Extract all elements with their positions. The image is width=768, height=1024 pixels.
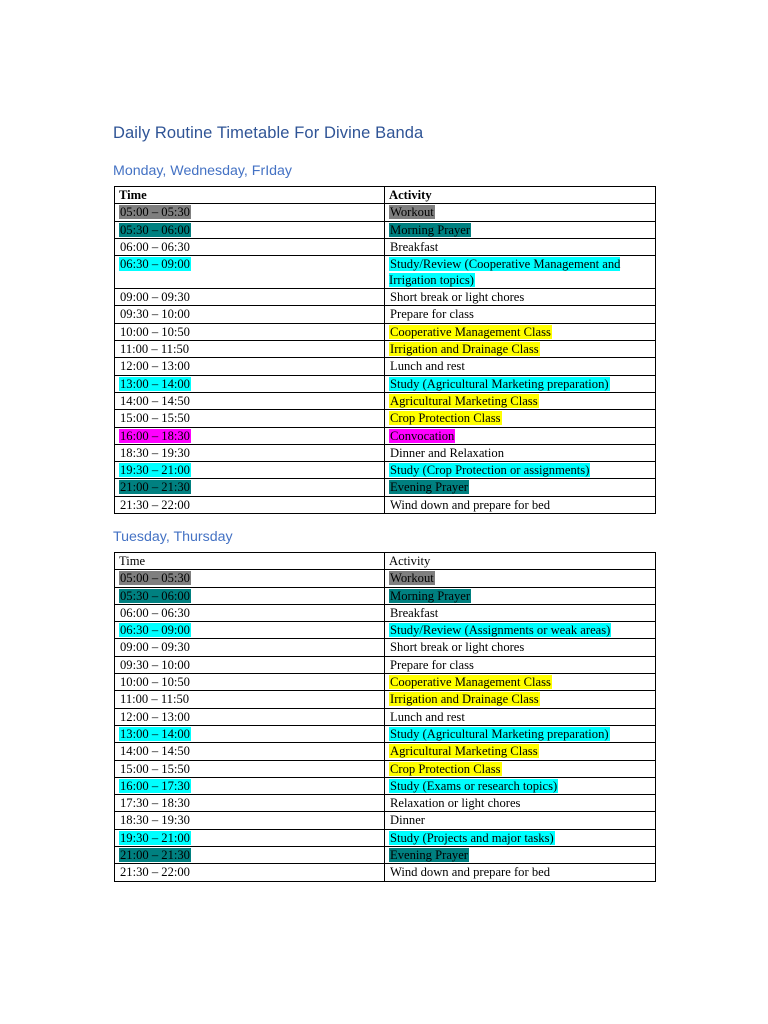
activity-cell [385, 760, 656, 777]
table-row [115, 864, 656, 881]
time-cell-text: 16:00 – 18:30 [120, 428, 190, 443]
time-cell-text: 09:00 – 09:30 [120, 640, 190, 655]
time-cell-text: 10:00 – 10:50 [120, 324, 190, 339]
activity-cell [385, 204, 656, 221]
time-cell [115, 375, 385, 392]
time-cell-text: 21:30 – 22:00 [120, 497, 190, 512]
activity-cell [385, 444, 656, 461]
time-cell-text: 05:00 – 05:30 [120, 571, 190, 586]
time-column-header: Time [115, 553, 385, 570]
activity-cell [385, 587, 656, 604]
activity-cell-text: Breakfast [390, 605, 439, 620]
time-cell-text: 11:00 – 11:50 [120, 692, 190, 707]
activity-cell [385, 743, 656, 760]
activity-cell [385, 289, 656, 306]
activity-cell-text: Cooperative Management Class [390, 324, 551, 339]
activity-cell [385, 777, 656, 794]
activity-cell-text: Study/Review (Assignments or weak areas) [390, 623, 611, 638]
time-cell [115, 410, 385, 427]
table-row [115, 587, 656, 604]
activity-cell [385, 256, 656, 289]
activity-cell-text: Morning Prayer [390, 222, 471, 237]
activity-cell [385, 656, 656, 673]
activity-cell [385, 392, 656, 409]
activity-cell [385, 462, 656, 479]
time-cell [115, 656, 385, 673]
table-row [115, 341, 656, 358]
table-header-row [115, 553, 656, 570]
time-cell-text: 16:00 – 17:30 [120, 778, 190, 793]
table-header-row [115, 187, 656, 204]
time-cell-text: 11:00 – 11:50 [120, 342, 190, 357]
time-cell-text: 13:00 – 14:00 [120, 376, 190, 391]
timetable-tue-thu [114, 552, 656, 882]
time-cell-text: 06:30 – 09:00 [120, 257, 190, 272]
table-row [115, 462, 656, 479]
time-cell-text: 05:30 – 06:00 [120, 222, 190, 237]
table-row [115, 306, 656, 323]
time-cell [115, 323, 385, 340]
activity-cell [385, 829, 656, 846]
time-cell-text: 09:30 – 10:00 [120, 307, 190, 322]
activity-cell [385, 238, 656, 255]
activity-cell-text: Cooperative Management Class [390, 675, 551, 690]
time-cell-text: 09:30 – 10:00 [120, 657, 190, 672]
time-cell [115, 427, 385, 444]
table-row [115, 795, 656, 812]
time-cell [115, 221, 385, 238]
time-cell [115, 289, 385, 306]
time-cell [115, 639, 385, 656]
activity-cell [385, 479, 656, 496]
time-cell-text: 18:30 – 19:30 [120, 813, 190, 828]
time-column-header: Time [115, 187, 385, 204]
activity-cell-text: Agricultural Marketing Class [390, 744, 538, 759]
time-cell-text: 15:00 – 15:50 [120, 761, 190, 776]
time-cell-text: 14:00 – 14:50 [120, 393, 190, 408]
time-cell-text: 21:30 – 22:00 [120, 865, 190, 880]
time-cell-text: 13:00 – 14:00 [120, 726, 190, 741]
activity-cell-text: Workout [390, 571, 434, 586]
activity-cell-text: Evening Prayer [390, 480, 468, 495]
timetable-mon-wed-fri [114, 186, 656, 514]
time-cell [115, 204, 385, 221]
table-row [115, 725, 656, 742]
time-cell [115, 238, 385, 255]
activity-cell-text: Dinner and Relaxation [390, 445, 505, 460]
time-cell [115, 691, 385, 708]
table-row [115, 777, 656, 794]
activity-cell [385, 691, 656, 708]
table-row [115, 444, 656, 461]
table-row [115, 691, 656, 708]
time-cell-text: 06:30 – 09:00 [120, 623, 190, 638]
activity-cell [385, 622, 656, 639]
time-cell [115, 392, 385, 409]
activity-cell [385, 674, 656, 691]
table-row [115, 479, 656, 496]
activity-column-header: Activity [385, 553, 656, 570]
time-cell-text: 19:30 – 21:00 [120, 463, 190, 478]
time-cell [115, 496, 385, 513]
table-row [115, 256, 656, 289]
activity-cell [385, 358, 656, 375]
time-cell-text: 21:00 – 21:30 [120, 848, 190, 863]
activity-cell-text: Short break or light chores [390, 290, 525, 305]
activity-cell [385, 427, 656, 444]
activity-cell-text: Relaxation or light chores [390, 796, 521, 811]
table-row [115, 358, 656, 375]
table-row [115, 760, 656, 777]
document-title: Daily Routine Timetable For Divine Banda [113, 124, 424, 142]
time-cell [115, 674, 385, 691]
table-row [115, 708, 656, 725]
activity-cell-text: Irrigation and Drainage Class [390, 692, 539, 707]
activity-cell-text: Prepare for class [390, 307, 474, 322]
activity-cell [385, 864, 656, 881]
activity-cell-text: Evening Prayer [390, 848, 468, 863]
table-row [115, 829, 656, 846]
time-cell-text: 14:00 – 14:50 [120, 744, 190, 759]
time-cell [115, 444, 385, 461]
activity-cell-text: Crop Protection Class [390, 761, 501, 776]
time-cell [115, 341, 385, 358]
activity-cell [385, 604, 656, 621]
activity-cell [385, 341, 656, 358]
table-row [115, 204, 656, 221]
time-cell [115, 570, 385, 587]
activity-cell [385, 812, 656, 829]
table-row [115, 639, 656, 656]
activity-cell-text: Lunch and rest [390, 709, 465, 724]
section-heading-mon-wed-fri: Monday, Wednesday, FrIday [113, 163, 293, 179]
time-cell [115, 462, 385, 479]
time-cell [115, 256, 385, 289]
activity-cell-text: Breakfast [390, 239, 439, 254]
time-cell [115, 760, 385, 777]
activity-cell-text: Study (Agricultural Marketing preparation) [390, 726, 609, 741]
table-row [115, 221, 656, 238]
time-cell-text: 19:30 – 21:00 [120, 830, 190, 845]
table-row [115, 375, 656, 392]
activity-cell-text: Dinner [390, 813, 425, 828]
time-cell-text: 06:00 – 06:30 [120, 605, 190, 620]
activity-cell [385, 570, 656, 587]
table-row [115, 410, 656, 427]
activity-cell-text: Wind down and prepare for bed [390, 865, 551, 880]
time-cell [115, 604, 385, 621]
table-row [115, 812, 656, 829]
time-cell [115, 743, 385, 760]
activity-cell [385, 847, 656, 864]
table-row [115, 323, 656, 340]
time-cell-text: 17:30 – 18:30 [120, 796, 190, 811]
table-row [115, 847, 656, 864]
activity-cell [385, 410, 656, 427]
activity-cell-text: Study (Agricultural Marketing preparation) [390, 376, 609, 391]
activity-cell [385, 323, 656, 340]
time-cell [115, 812, 385, 829]
time-cell-text: 18:30 – 19:30 [120, 445, 190, 460]
activity-cell-text: Study/Review (Cooperative Management and Irrigation topics) [389, 257, 621, 288]
activity-cell [385, 708, 656, 725]
time-cell [115, 306, 385, 323]
activity-cell-text: Prepare for class [390, 657, 474, 672]
table-row [115, 427, 656, 444]
activity-cell-text: Agricultural Marketing Class [390, 393, 538, 408]
activity-cell-text: Study (Exams or research topics) [390, 778, 558, 793]
table-row [115, 656, 656, 673]
activity-cell-text: Lunch and rest [390, 359, 465, 374]
time-cell-text: 10:00 – 10:50 [120, 675, 190, 690]
activity-cell-text: Study (Crop Protection or assignments) [390, 463, 590, 478]
section-heading-tue-thu: Tuesday, Thursday [113, 529, 233, 545]
activity-cell [385, 725, 656, 742]
activity-cell-text: Irrigation and Drainage Class [390, 342, 539, 357]
time-cell [115, 847, 385, 864]
activity-cell [385, 221, 656, 238]
time-cell-text: 05:00 – 05:30 [120, 205, 190, 220]
activity-cell [385, 639, 656, 656]
table-row [115, 238, 656, 255]
table-row [115, 570, 656, 587]
time-cell-text: 06:00 – 06:30 [120, 239, 190, 254]
table-row [115, 622, 656, 639]
activity-cell [385, 496, 656, 513]
table-row [115, 743, 656, 760]
time-cell-text: 12:00 – 13:00 [120, 359, 190, 374]
activity-cell [385, 306, 656, 323]
table-row [115, 604, 656, 621]
time-cell-text: 15:00 – 15:50 [120, 411, 190, 426]
time-cell [115, 725, 385, 742]
activity-cell [385, 795, 656, 812]
time-cell [115, 795, 385, 812]
table-row [115, 289, 656, 306]
time-cell-text: 12:00 – 13:00 [120, 709, 190, 724]
activity-cell-text: Crop Protection Class [390, 411, 501, 426]
activity-cell-text: Convocation [390, 428, 455, 443]
time-cell-text: 21:00 – 21:30 [120, 480, 190, 495]
table-row [115, 674, 656, 691]
table-row [115, 392, 656, 409]
time-cell [115, 622, 385, 639]
activity-cell-text: Short break or light chores [390, 640, 525, 655]
time-cell-text: 05:30 – 06:00 [120, 588, 190, 603]
time-cell [115, 358, 385, 375]
activity-cell [385, 375, 656, 392]
activity-cell-text: Study (Projects and major tasks) [390, 830, 554, 845]
activity-cell-text: Morning Prayer [390, 588, 471, 603]
table-row [115, 496, 656, 513]
activity-cell-text: Wind down and prepare for bed [390, 497, 551, 512]
time-cell [115, 777, 385, 794]
activity-cell-text: Workout [390, 205, 434, 220]
time-cell [115, 864, 385, 881]
time-cell [115, 587, 385, 604]
time-cell [115, 479, 385, 496]
time-cell [115, 829, 385, 846]
time-cell [115, 708, 385, 725]
activity-column-header: Activity [385, 187, 656, 204]
time-cell-text: 09:00 – 09:30 [120, 290, 190, 305]
